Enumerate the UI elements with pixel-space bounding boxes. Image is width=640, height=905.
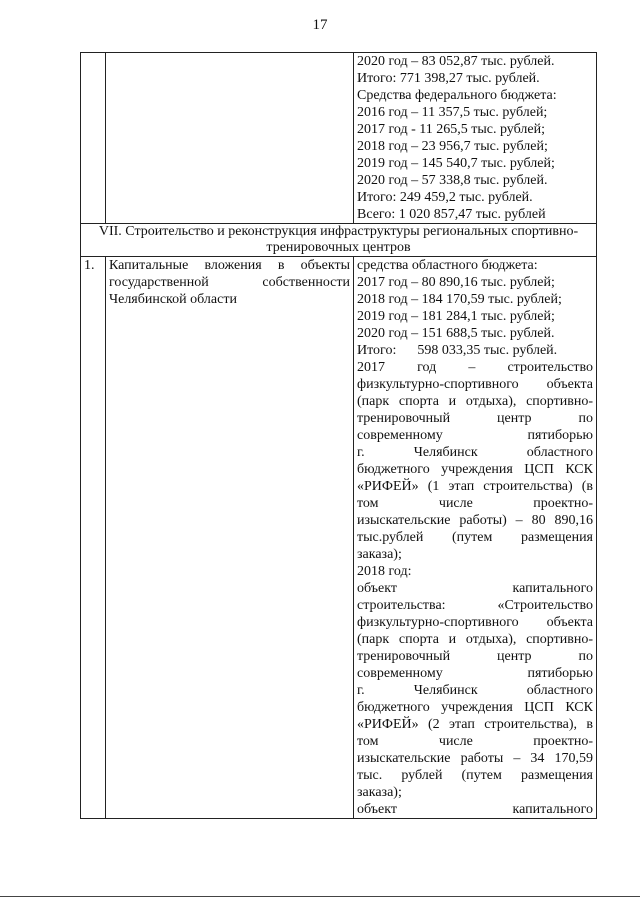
description-line: Капитальные вложения в объекты <box>109 258 350 273</box>
row-description-cell <box>106 257 354 819</box>
row-number: 1. <box>81 257 106 819</box>
funding-line: (парк спорта и отдыха), спортивно- <box>357 394 593 409</box>
description-line: государственной собственности <box>109 275 350 290</box>
funding-line: 2017 год – строительство <box>357 360 593 375</box>
funding-line: Итого: 249 459,2 тыс. рублей. <box>357 190 533 205</box>
funding-line: 2019 год – 181 284,1 тыс. рублей; <box>357 309 555 324</box>
description-line: Челябинской области <box>109 292 237 307</box>
funding-line: 2019 год – 145 540,7 тыс. рублей; <box>357 156 555 171</box>
funding-line: Итого: 771 398,27 тыс. рублей. <box>357 71 540 86</box>
funding-line: тыс. рублей (путем размещения <box>357 768 593 783</box>
funding-line: физкультурно-спортивного объекта <box>357 615 593 630</box>
funding-line: 2017 год - 11 265,5 тыс. рублей; <box>357 122 545 137</box>
continuation-row <box>81 53 597 224</box>
funding-line: объект капитального <box>357 581 593 596</box>
program-table <box>80 52 597 819</box>
funding-line: Всего: 1 020 857,47 тыс. рублей <box>357 207 546 222</box>
funding-line: 2016 год – 11 357,5 тыс. рублей; <box>357 105 548 120</box>
funding-line: заказа); <box>357 547 402 562</box>
funding-line: Итого: 598 033,35 тыс. рублей. <box>357 343 558 358</box>
funding-line: 2020 год – 57 338,8 тыс. рублей. <box>357 173 548 188</box>
funding-line: физкультурно-спортивного объекта <box>357 377 593 392</box>
funding-line: «РИФЕЙ» (2 этап строительства), в <box>357 717 593 732</box>
funding-line: бюджетного учреждения ЦСП КСК <box>357 700 593 715</box>
funding-line: Средства федерального бюджета: <box>357 88 557 103</box>
bottom-rule <box>0 896 640 897</box>
funding-line: том числе проектно- <box>357 734 593 749</box>
page-number: 17 <box>312 17 328 33</box>
funding-line: (парк спорта и отдыха), спортивно- <box>357 632 593 647</box>
continuation-number-cell <box>81 53 106 224</box>
funding-line: современному пятиборью <box>357 428 593 443</box>
continuation-description-cell <box>106 53 354 224</box>
funding-line: тыс.рублей (путем размещения <box>357 530 593 545</box>
section-header-row <box>81 224 597 257</box>
funding-line: 2020 год – 83 052,87 тыс. рублей. <box>357 54 555 69</box>
funding-line: заказа); <box>357 785 402 800</box>
funding-line: 2018 год: <box>357 564 412 579</box>
row-funding-cell <box>354 257 597 819</box>
funding-line: 2020 год – 151 688,5 тыс. рублей. <box>357 326 555 341</box>
funding-line: г. Челябинск областного <box>357 683 593 698</box>
funding-line: средства областного бюджета: <box>357 258 538 273</box>
continuation-funding-cell <box>354 53 597 224</box>
funding-line: изыскательские работы – 34 170,59 <box>357 751 593 766</box>
funding-line: строительства: «Строительство <box>357 598 593 613</box>
funding-line: г. Челябинск областного <box>357 445 593 460</box>
funding-line: бюджетного учреждения ЦСП КСК <box>357 462 593 477</box>
funding-line: 2018 год – 184 170,59 тыс. рублей; <box>357 292 562 307</box>
funding-line: объект капитального <box>357 802 593 817</box>
table-row <box>81 257 597 819</box>
funding-line: «РИФЕЙ» (1 этап строительства) (в <box>357 479 593 494</box>
funding-line: том числе проектно- <box>357 496 593 511</box>
funding-line: 2018 год – 23 956,7 тыс. рублей; <box>357 139 548 154</box>
funding-line: 2017 год – 80 890,16 тыс. рублей; <box>357 275 555 290</box>
section-title: VII. Строительство и реконструкция инфраструктуры региональных спортивно-тренировочных центров <box>81 224 597 257</box>
funding-line: изыскательские работы) – 80 890,16 <box>357 513 593 528</box>
funding-line: тренировочный центр по <box>357 649 593 664</box>
funding-line: современному пятиборью <box>357 666 593 681</box>
funding-line: тренировочный центр по <box>357 411 593 426</box>
